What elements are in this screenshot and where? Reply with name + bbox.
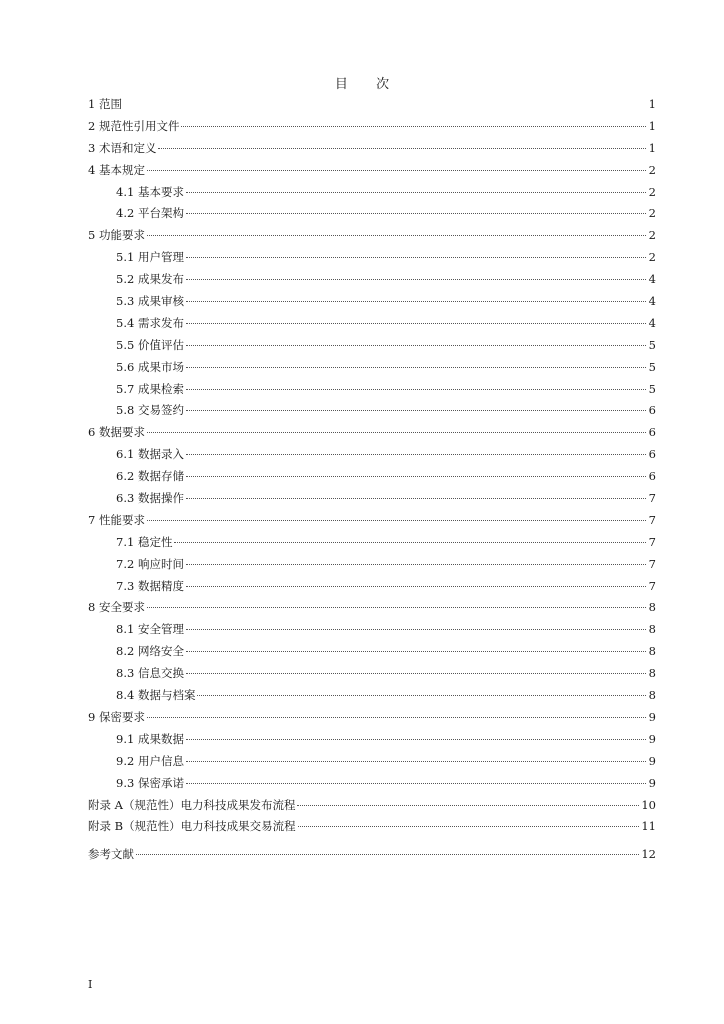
toc-entry-page: 2 (648, 206, 656, 221)
toc-entry-label: 1 范围 (88, 97, 122, 111)
toc-entry-label: 8.4 数据与档案 (116, 688, 196, 703)
toc-entry-page: 4 (648, 294, 656, 309)
toc-entry-page: 9 (648, 775, 656, 790)
toc-entry[interactable] (88, 400, 656, 422)
toc-entry-label: 5 功能要求 (88, 228, 145, 243)
toc-entry[interactable] (88, 707, 656, 729)
toc-entry[interactable] (88, 795, 656, 817)
toc-dot-leader (186, 323, 646, 324)
toc-entry-page: 7 (648, 512, 656, 527)
toc-entry-page: 1 (648, 118, 656, 133)
toc-entry[interactable] (88, 160, 656, 182)
toc-entry-page: 6 (648, 425, 656, 440)
toc-entry[interactable] (88, 619, 656, 641)
toc-entry-label: 7.1 稳定性 (116, 534, 173, 549)
toc-entry[interactable] (88, 94, 656, 116)
toc-entry-page: 8 (648, 688, 656, 703)
toc-dot-leader (186, 257, 646, 258)
toc-entry-page: 7 (648, 491, 656, 506)
toc-entry[interactable] (88, 510, 656, 532)
toc-entry-label: 6.1 数据录入 (116, 447, 184, 462)
toc-dot-leader (186, 213, 646, 214)
toc-dot-leader (186, 498, 646, 499)
toc-entry[interactable] (88, 335, 656, 357)
toc-entry-page: 7 (648, 556, 656, 571)
toc-dot-leader (147, 170, 646, 171)
toc-entry-page: 2 (648, 250, 656, 265)
toc-entry-label: 5.6 成果市场 (116, 359, 184, 374)
toc-entry[interactable] (88, 751, 656, 773)
toc-entry[interactable] (88, 225, 656, 247)
toc-entry[interactable] (88, 422, 656, 444)
toc-entry-label: 6.2 数据存储 (116, 469, 184, 484)
toc-entry-page: 2 (648, 184, 656, 199)
toc-entry-label: 8.3 信息交换 (116, 666, 184, 681)
toc-entry[interactable] (88, 313, 656, 335)
toc-entry-label: 8 安全要求 (88, 600, 145, 615)
toc-dot-leader (297, 805, 639, 806)
toc-entry-label: 5.5 价值评估 (116, 337, 184, 352)
toc-entry[interactable] (88, 379, 656, 401)
toc-entry-label: 9 保密要求 (88, 709, 145, 724)
toc-entry-page: 6 (648, 403, 656, 418)
toc-dot-leader (186, 192, 646, 193)
toc-entry[interactable] (88, 488, 656, 510)
toc-entry-label: 7.3 数据精度 (116, 578, 184, 593)
toc-entry-page: 11 (641, 819, 656, 834)
toc-entry[interactable] (88, 816, 656, 838)
toc-entry-label: 9.1 成果数据 (116, 731, 184, 746)
toc-entry-page: 1 (648, 140, 656, 155)
toc-entry[interactable] (88, 729, 656, 751)
toc-entry[interactable] (88, 138, 656, 160)
toc-entry-label: 4.2 平台架构 (116, 206, 184, 221)
toc-entry-page: 8 (648, 644, 656, 659)
toc-entry-label: 5.4 需求发布 (116, 315, 184, 330)
toc-entry[interactable] (88, 844, 656, 866)
toc-entry[interactable] (88, 597, 656, 619)
toc-entry-page: 12 (641, 847, 656, 862)
toc-dot-leader (147, 607, 646, 608)
toc-entry-label: 8.2 网络安全 (116, 644, 184, 659)
toc-entry-page: 8 (648, 622, 656, 637)
table-of-contents (88, 94, 656, 866)
toc-dot-leader (186, 586, 646, 587)
toc-dot-leader (186, 279, 646, 280)
toc-entry-label: 附录 B（规范性）电力科技成果交易流程 (88, 819, 296, 834)
toc-entry-label: 4 基本规定 (88, 162, 145, 177)
toc-entry[interactable] (88, 663, 656, 685)
toc-dot-leader (186, 564, 646, 565)
toc-entry-label: 6 数据要求 (88, 425, 145, 440)
toc-entry-label: 9.2 用户信息 (116, 753, 184, 768)
toc-dot-leader (197, 695, 646, 696)
toc-dot-leader (186, 651, 646, 652)
toc-entry[interactable] (88, 116, 656, 138)
toc-dot-leader (136, 854, 639, 855)
toc-entry-page: 5 (648, 337, 656, 352)
toc-dot-leader (158, 148, 646, 149)
toc-entry-page: 7 (648, 534, 656, 549)
toc-entry-page: 6 (648, 469, 656, 484)
page-title-char-1: 目 (334, 77, 348, 92)
toc-dot-leader (147, 717, 646, 718)
toc-entry-page: 10 (641, 797, 656, 812)
toc-entry-page: 9 (648, 753, 656, 768)
toc-entry-label: 参考文献 (88, 847, 134, 862)
toc-entry-label: 5.1 用户管理 (116, 250, 184, 265)
toc-entry-label: 6.3 数据操作 (116, 491, 184, 506)
toc-entry-label: 7.2 响应时间 (116, 556, 184, 571)
toc-entry-label: 8.1 安全管理 (116, 622, 184, 637)
toc-entry-label: 9.3 保密承诺 (116, 775, 184, 790)
toc-entry-page: 6 (648, 447, 656, 462)
toc-entry-label: 5.3 成果审核 (116, 294, 184, 309)
toc-entry[interactable] (88, 532, 656, 554)
toc-entry-page: 2 (648, 228, 656, 243)
toc-entry-page: 2 (648, 162, 656, 177)
toc-entry-page: 5 (648, 359, 656, 374)
toc-entry-page: 7 (648, 578, 656, 593)
toc-dot-leader (186, 673, 646, 674)
toc-entry-page: 4 (648, 272, 656, 287)
toc-entry-label: 5.7 成果检索 (116, 381, 184, 396)
toc-entry[interactable] (88, 357, 656, 379)
toc-entry-label: 7 性能要求 (88, 512, 145, 527)
toc-entry-page: 9 (648, 731, 656, 746)
toc-entry-page: 1 (648, 97, 656, 111)
toc-entry-label: 3 术语和定义 (88, 140, 157, 155)
toc-dot-leader (181, 126, 646, 127)
toc-dot-leader (147, 520, 646, 521)
toc-dot-leader (186, 410, 646, 411)
page-title-char-2: 次 (376, 77, 390, 92)
toc-dot-leader (174, 542, 646, 543)
toc-dot-leader (298, 826, 640, 827)
toc-entry[interactable] (88, 773, 656, 795)
toc-dot-leader (147, 432, 646, 433)
footer-page-number: I (88, 978, 93, 991)
toc-dot-leader (147, 235, 646, 236)
toc-entry-page: 9 (648, 709, 656, 724)
toc-dot-leader (186, 739, 646, 740)
toc-entry[interactable] (88, 247, 656, 269)
toc-dot-leader (186, 761, 646, 762)
toc-entry[interactable] (88, 641, 656, 663)
toc-entry[interactable] (88, 576, 656, 598)
toc-dot-leader (186, 345, 646, 346)
toc-entry-page: 8 (648, 666, 656, 681)
page-title (0, 73, 724, 92)
toc-dot-leader (186, 301, 646, 302)
toc-dot-leader (186, 454, 646, 455)
toc-entry-page: 5 (648, 381, 656, 396)
toc-entry-label: 5.8 交易签约 (116, 403, 184, 418)
toc-entry-label: 5.2 成果发布 (116, 272, 184, 287)
toc-entry-page: 8 (648, 600, 656, 615)
toc-entry[interactable] (88, 203, 656, 225)
toc-dot-leader (186, 389, 646, 390)
toc-entry[interactable] (88, 291, 656, 313)
toc-entry[interactable] (88, 685, 656, 707)
toc-entry[interactable] (88, 466, 656, 488)
toc-dot-leader (186, 783, 646, 784)
toc-entry[interactable] (88, 182, 656, 204)
toc-entry-label: 2 规范性引用文件 (88, 118, 180, 133)
toc-entry[interactable] (88, 444, 656, 466)
toc-dot-leader (186, 476, 646, 477)
toc-dot-leader (186, 367, 646, 368)
toc-dot-leader (186, 629, 646, 630)
toc-entry[interactable] (88, 269, 656, 291)
toc-entry-label: 附录 A（规范性）电力科技成果发布流程 (88, 797, 296, 812)
toc-entry[interactable] (88, 554, 656, 576)
toc-entry-page: 4 (648, 315, 656, 330)
toc-entry-label: 4.1 基本要求 (116, 184, 184, 199)
